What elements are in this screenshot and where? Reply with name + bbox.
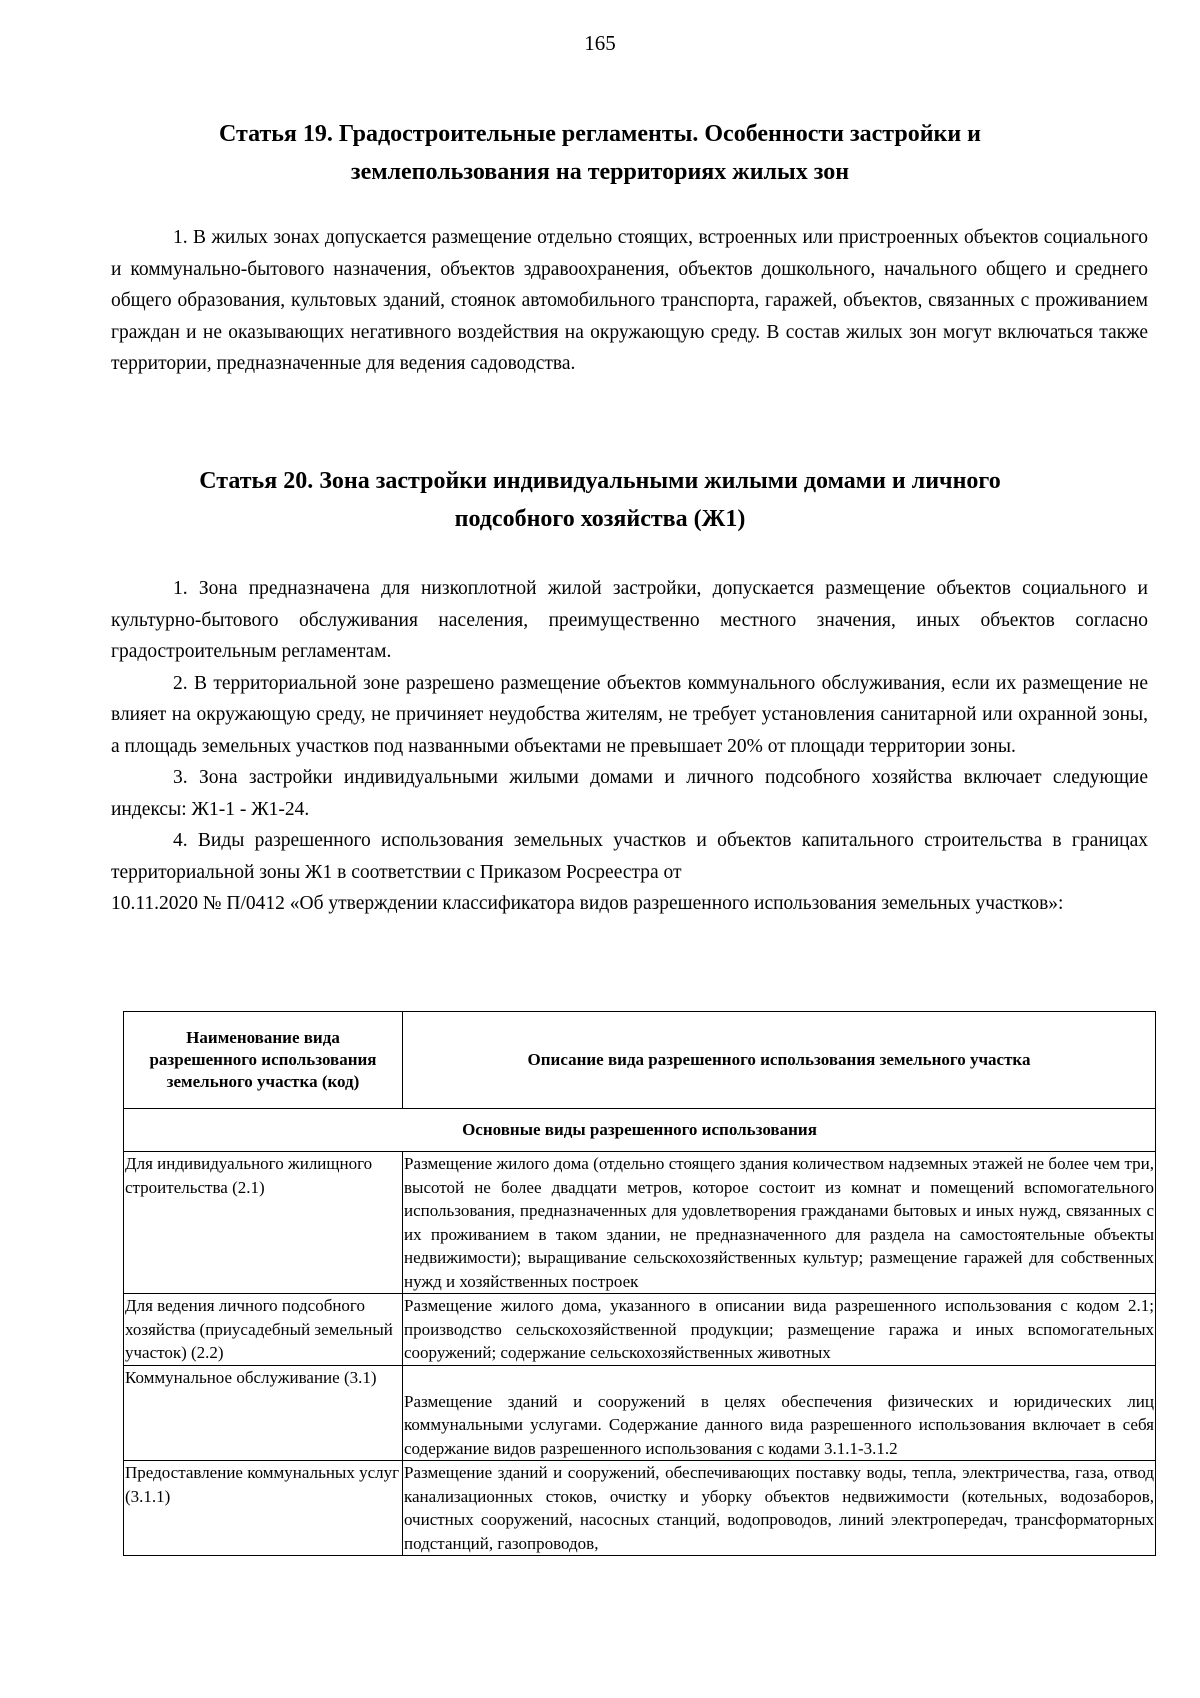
article-20-title: Статья 20. Зона застройки индивидуальными жилыми домами и личного подсобного хозяйства (Ж1) (199, 468, 1001, 532)
use-description: Размещение жилого дома, указанного в описании вида разрешенного использования с кодом 2.1; производство сельскохозяйственной продукции; размещение гаража и иных вспомогательных сооружений; содержание сельскохозяйственных животных (403, 1294, 1156, 1366)
header-description-column: Описание вида разрешенного использования земельного участка (403, 1012, 1156, 1109)
article-19-paragraph-1 (111, 222, 1148, 380)
article-20-paragraph-2: 2. В территориальной зоне разрешено размещение объектов коммунального обслуживания, если их размещение не влияет на окружающую среду, не причиняет неудобства жителям, не требует установления санитарной или охранной зоны, а площадь земельных участков под названными объектами не превышает 20% от площади территории зоны. (111, 672, 1148, 757)
use-name: Для ведения личного подсобного хозяйства (приусадебный земельный участок) (2.2) (124, 1294, 403, 1366)
page-number: 165 (584, 31, 616, 55)
use-name: Предоставление коммунальных услуг (3.1.1) (124, 1461, 403, 1556)
article-19-title: Статья 19. Градостроительные регламенты. Особенности застройки и землепользования на территориях жилых зон (218, 121, 982, 185)
table-row (124, 1294, 1156, 1366)
article-20-date-line: 10.11.2020 № П/0412 «Об утверждении классификатора видов разрешенного использования земельных участков»: (111, 893, 1064, 914)
table-row (124, 1365, 1156, 1461)
section-main-uses: Основные виды разрешенного использования (124, 1109, 1156, 1152)
header-name-column: Наименование вида разрешенного использования земельного участка (код) (124, 1012, 403, 1109)
table-section-row (124, 1109, 1156, 1152)
use-description: Размещение зданий и сооружений в целях обеспечения физических и юридических лиц коммунальными услугами. Содержание данного вида разрешенного использования включает в себя содержание видов разрешенного использования с кодами 3.1.1-3.1.2 (403, 1365, 1156, 1461)
table-row (124, 1461, 1156, 1556)
article-20-paragraph-3: 3. Зона застройки индивидуальными жилыми домами и личного подсобного хозяйства включает следующие индексы: Ж1-1 - Ж1-24. (111, 767, 1148, 820)
use-description: Размещение жилого дома (отдельно стоящего здания количеством надземных этажей не более чем три, высотой не более двадцати метров, которое состоит из комнат и помещений вспомогательного использования, предназначенных для удовлетворения гражданами бытовых и иных нужд, связанных с их проживанием в таком здании, не предназначенного для раздела на самостоятельные объекты недвижимости); выращивание сельскохозяйственных культур; размещение гаражей для собственных нужд и хозяйственных построек (403, 1152, 1156, 1294)
article-20-body (111, 573, 1148, 920)
use-description: Размещение зданий и сооружений, обеспечивающих поставку воды, тепла, электричества, газа, отвод канализационных стоков, очистку и уборку объектов недвижимости (котельных, водозаборов, очистных сооружений, насосных станций, водопроводов, линий электропередач, трансформаторных подстанций, газопроводов, (403, 1461, 1156, 1556)
article-19-paragraph-1-text: 1. В жилых зонах допускается размещение отдельно стоящих, встроенных или пристроенных объектов социального и коммунально-бытового назначения, объектов здравоохранения, объектов дошкольного, начального общего и среднего общего образования, культовых зданий, стоянок автомобильного транспорта, гаражей, объектов, связанных с проживанием граждан и не оказывающих негативного воздействия на окружающую среду. В состав жилых зон могут включаться также территории, предназначенные для ведения садоводства. (111, 227, 1148, 374)
permitted-use-table (123, 1011, 1156, 1556)
article-20-paragraph-4: 4. Виды разрешенного использования земельных участков и объектов капитального строительства в границах территориальной зоны Ж1 в соответствии с Приказом Росреестра от (111, 830, 1148, 883)
table-header-row (124, 1012, 1156, 1109)
use-name: Для индивидуального жилищного строительства (2.1) (124, 1152, 403, 1294)
table-row (124, 1152, 1156, 1294)
article-20-paragraph-1: 1. Зона предназначена для низкоплотной жилой застройки, допускается размещение объектов социального и культурно-бытового обслуживания населения, преимущественно местного значения, иных объектов согласно градостроительным регламентам. (111, 578, 1148, 662)
use-name: Коммунальное обслуживание (3.1) (124, 1365, 403, 1461)
